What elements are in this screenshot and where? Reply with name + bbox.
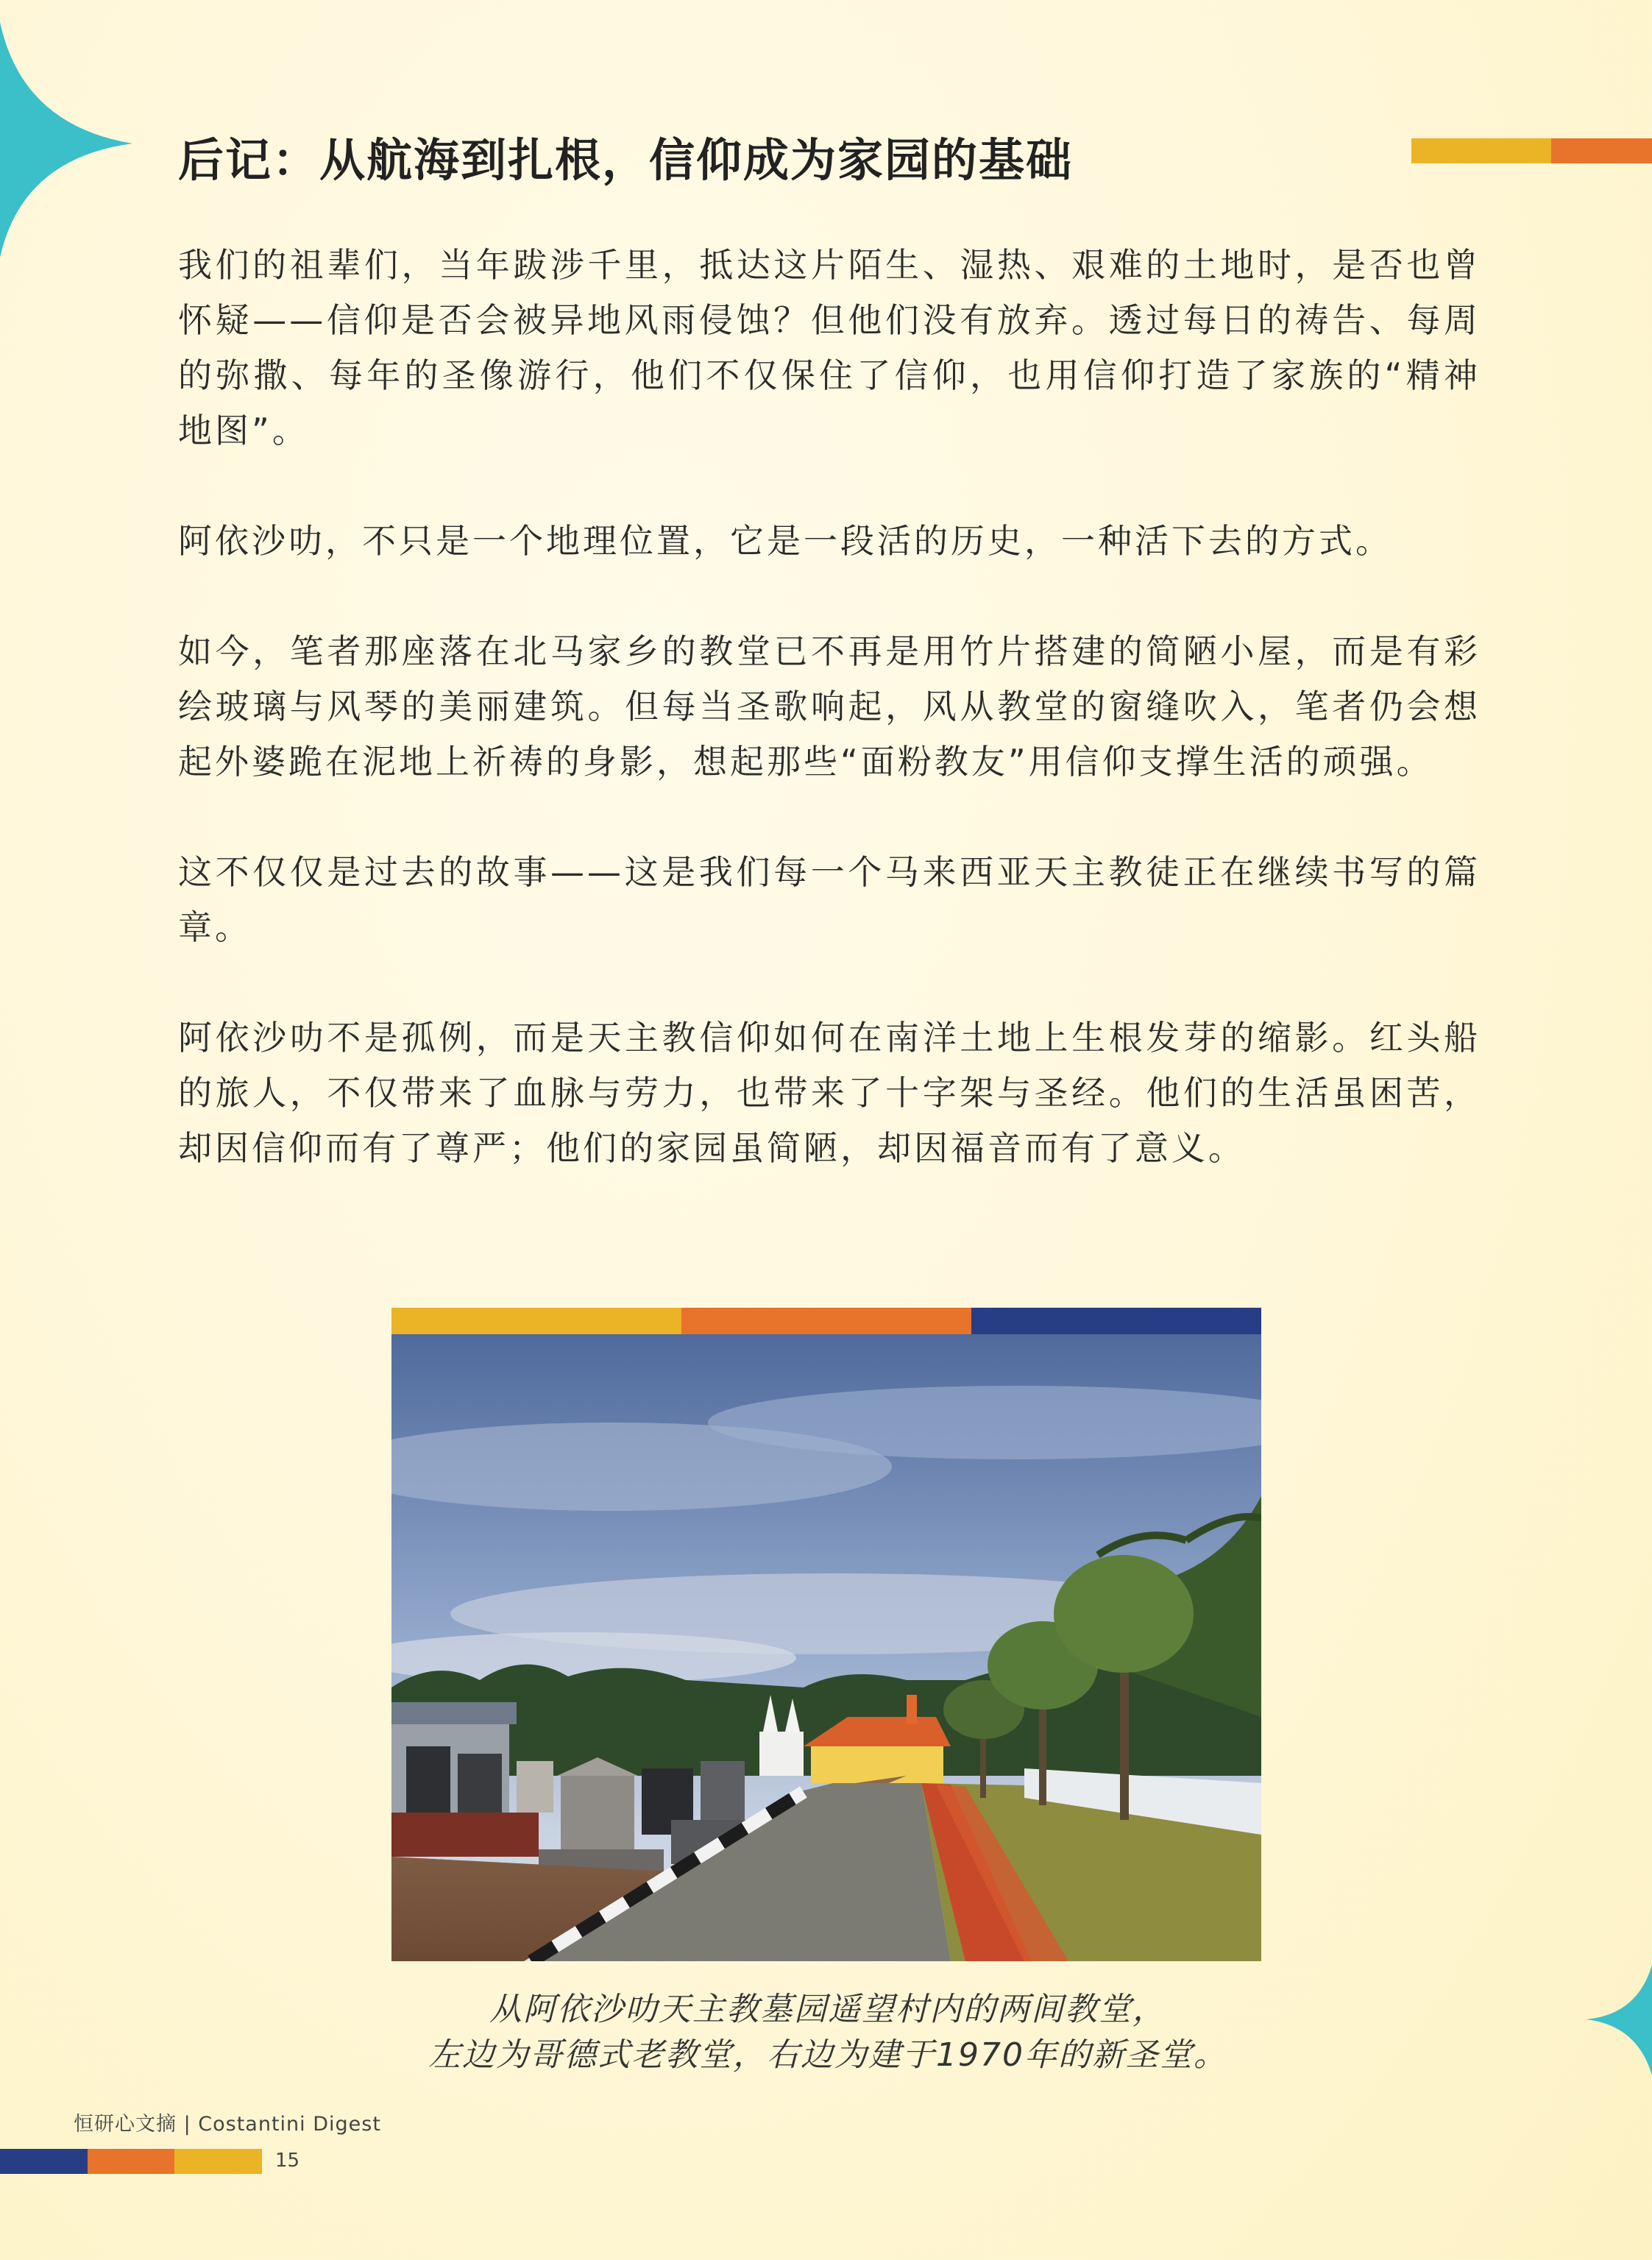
photo-frame xyxy=(391,1308,1261,1961)
footer-publication-label: 恒研心文摘 | Costantini Digest xyxy=(74,2113,381,2136)
cemetery-photo xyxy=(391,1334,1261,1961)
paragraph: 阿依沙叻不是孤例，而是天主教信仰如何在南洋土地上生根发芽的缩影。红头船的旅人，不仅带来了血脉与劳力，也带来了十字架与圣经。他们的生活虽困苦，却因信仰而有了尊严；他们的家园虽简陋，却因福音而有了意义。 xyxy=(178,1018,1481,1168)
corner-star-bottom-right xyxy=(1582,1958,1652,2083)
title-row xyxy=(178,118,1652,191)
article-body xyxy=(178,238,1481,1231)
paragraph: 这不仅仅是过去的故事——这是我们每一个马来西亚天主教徒正在继续书写的篇章。 xyxy=(178,852,1481,947)
photo-caption xyxy=(294,1987,1361,2078)
color-bar-orange xyxy=(88,2149,175,2174)
paragraph: 如今，笔者那座落在北马家乡的教堂已不再是用竹片搭建的简陋小屋，而是有彩绘玻璃与风琴的美丽建筑。但每当圣歌响起，风从教堂的窗缝吹入，笔者仍会想起外婆跪在泥地上祈祷的身影，想起那些“面粉教友”用信仰支撑生活的顽强。 xyxy=(178,631,1481,782)
color-bar-yellow xyxy=(391,1308,681,1334)
title-color-bar xyxy=(1411,138,1652,163)
photo-color-bar xyxy=(391,1308,1261,1334)
color-bar-yellow xyxy=(1411,138,1551,163)
caption-line: 左边为哥德式老教堂，右边为建于1970年的新圣堂。 xyxy=(428,2036,1227,2074)
footer-color-bar xyxy=(0,2149,262,2174)
color-bar-yellow xyxy=(174,2149,262,2174)
caption-line: 从阿依沙叻天主教墓园遥望村内的两间教堂， xyxy=(489,1991,1166,2028)
color-bar-orange xyxy=(681,1308,971,1334)
paragraph: 我们的祖辈们，当年跋涉千里，抵达这片陌生、湿热、艰难的土地时，是否也曾怀疑——信仰是否会被异地风雨侵蚀？但他们没有放弃。透过每日的祷告、每周的弥撒、每年的圣像游行，他们不仅保住了信仰，也用信仰打造了家族的“精神地图”。 xyxy=(178,245,1481,450)
page-number: 15 xyxy=(275,2150,300,2172)
color-bar-orange xyxy=(1551,138,1652,163)
color-bar-navy xyxy=(0,2149,88,2174)
page-title: 后记：从航海到扎根，信仰成为家园的基础 xyxy=(178,133,1074,187)
paragraph: 阿依沙叻，不只是一个地理位置，它是一段活的历史，一种活下去的方式。 xyxy=(178,521,1392,561)
color-bar-navy xyxy=(971,1308,1261,1334)
corner-star-top-left xyxy=(0,0,147,265)
